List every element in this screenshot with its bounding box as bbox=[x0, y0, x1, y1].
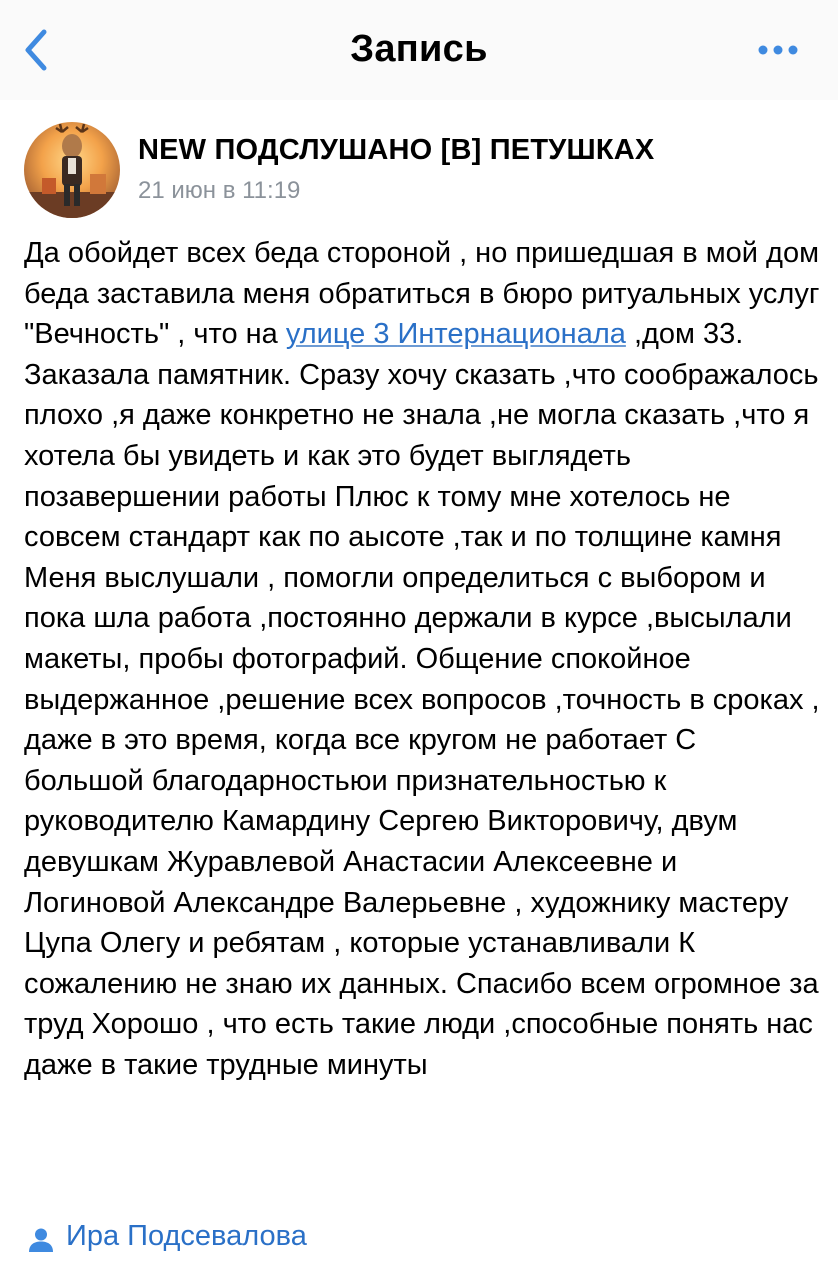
address-link-part: улице 3 bbox=[285, 318, 390, 351]
address-link[interactable] bbox=[286, 318, 626, 350]
page-title: Запись bbox=[350, 28, 488, 70]
post-text-part: ,дом 33. Заказала памятник. Сразу хочу сказать ,что соображалось плохо ,я даже конкретно не знала ,не могла сказать ,что я хотела бы увидеть и как это будет выглядеть позавершении работы Плюс к тому мне хотелось не совсем стандарт как по аысоте ,так и по толщине камня Меня выслушали , помогли определиться с выбором и пока шла работа ,постоянно держали в курсе ,высылали макеты, пробы фотографий. Общение спокойное выдержанное ,решение всех вопросов ,точность в сроках , даже в это время, когда все кругом не работает С большой благодарностьюи признательностью к руководителю Камардину Сергею Викторовичу, двум девушкам Журавлевой Анастасии Алексеевне и Логиновой Александре Валерьевне , художнику мастеру Цупа Олегу и ребятам , которые устанавливали К сожалению не знаю их данных. Спасибо всем огромное за труд Хорошо , что есть такие люди ,способные понять нас даже в такие трудные минуты bbox=[24, 318, 820, 1081]
group-avatar[interactable] bbox=[24, 122, 120, 218]
group-name[interactable]: NEW ПОДСЛУШАНО [В] ПЕТУШКАХ bbox=[138, 134, 655, 166]
post-date: 21 июн в 11:19 bbox=[138, 177, 301, 204]
post-header bbox=[24, 122, 818, 222]
post-text bbox=[24, 233, 824, 1085]
deer-avatar bbox=[24, 122, 120, 218]
user-icon bbox=[28, 1227, 54, 1253]
address-link-part: Интернационала bbox=[397, 318, 626, 351]
author-name: Ира Подсевалова bbox=[66, 1220, 307, 1252]
more-button[interactable] bbox=[758, 38, 798, 62]
more-horizontal-icon bbox=[758, 38, 798, 62]
nav-bar bbox=[0, 0, 838, 100]
post-text-part: Да обойдет всех беда стороной , но пришедшая в мой дом беда заставила меня обратиться в бюро ритуальных услуг "Вечность" , что на bbox=[24, 237, 820, 351]
